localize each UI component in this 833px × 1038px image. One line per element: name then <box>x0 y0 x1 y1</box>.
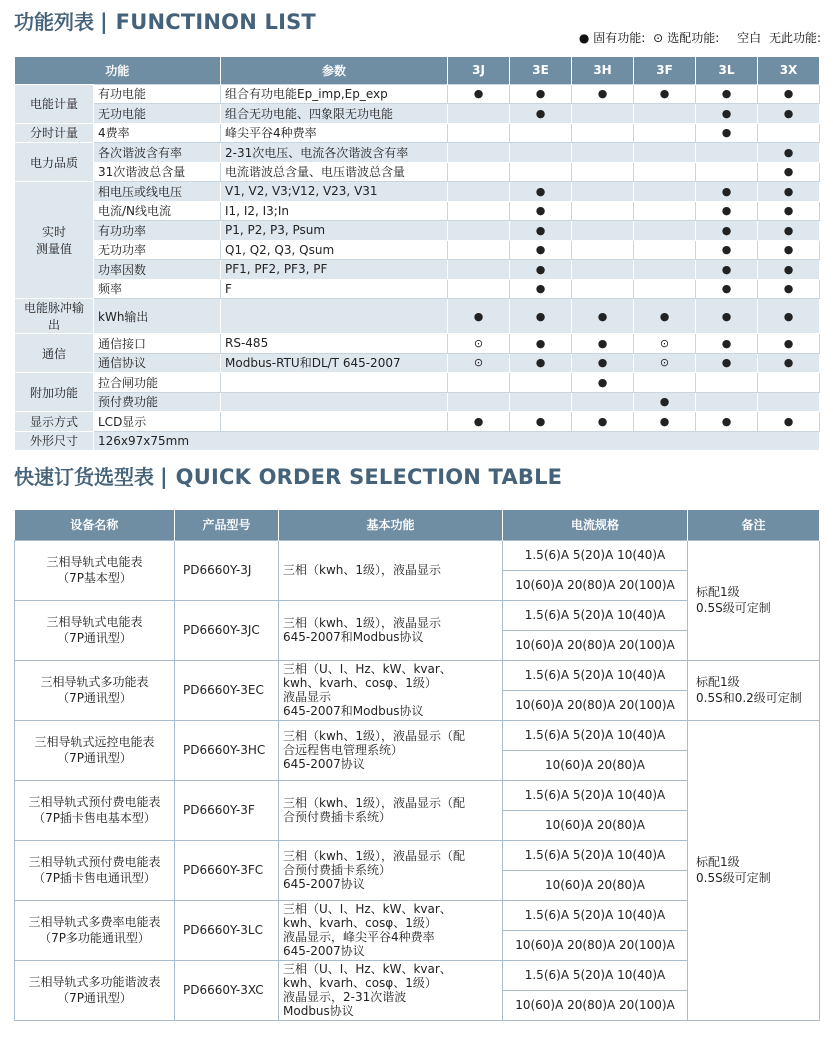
current-spec-cell: 1.5(6)A 5(20)A 10(40)A <box>503 840 688 870</box>
blank-mark <box>572 221 634 241</box>
standard-mark: ● <box>572 373 634 393</box>
size-value-cell: 126x97x75mm <box>94 431 820 451</box>
standard-mark: ● <box>634 392 696 412</box>
param-cell <box>221 299 448 334</box>
blank-mark <box>510 123 572 143</box>
current-spec-cell: 1.5(6)A 5(20)A 10(40)A <box>503 600 688 630</box>
standard-mark: ● <box>696 334 758 354</box>
basic-function-cell: 三相（kwh、1级），液晶显示（配 合预付费插卡系统） 645-2007协议 <box>279 840 503 900</box>
param-cell <box>221 412 448 432</box>
blank-mark <box>448 392 510 412</box>
blank-mark <box>448 373 510 393</box>
blank-mark <box>572 279 634 299</box>
standard-mark: ● <box>696 84 758 104</box>
function-row <box>15 221 820 241</box>
param-cell: I1, I2, I3;In <box>221 201 448 221</box>
current-spec-cell: 1.5(6)A 5(20)A 10(40)A <box>503 900 688 930</box>
model-cell: PD6660Y-3EC <box>175 660 279 720</box>
param-cell <box>221 373 448 393</box>
param-cell: RS-485 <box>221 334 448 354</box>
param-cell: 电流谐波总含量、电压谐波总含量 <box>221 162 448 182</box>
param-cell: 组合有功电能Ep_imp,Ep_exp <box>221 84 448 104</box>
function-list-table <box>14 57 820 451</box>
section-title-quick-order <box>14 461 562 490</box>
blank-mark <box>448 240 510 260</box>
model-cell: PD6660Y-3F <box>175 780 279 840</box>
order-row <box>15 660 820 690</box>
blank-mark <box>510 162 572 182</box>
order-row <box>15 720 820 750</box>
blank-mark <box>634 143 696 163</box>
size-row <box>15 431 820 451</box>
blank-mark <box>634 162 696 182</box>
blank-mark <box>634 123 696 143</box>
standard-mark: ● <box>696 240 758 260</box>
function-cell: 拉合闸功能 <box>94 373 221 393</box>
section-title-separator: | <box>100 10 108 34</box>
standard-mark: ● <box>510 240 572 260</box>
standard-mark: ● <box>696 123 758 143</box>
blank-mark <box>572 201 634 221</box>
standard-mark: ● <box>510 334 572 354</box>
standard-mark: ● <box>696 279 758 299</box>
function-row <box>15 143 820 163</box>
function-row <box>15 392 820 412</box>
function-row <box>15 353 820 373</box>
device-name-cell: 三相导轨式多功能谐波表 （7P通讯型） <box>15 960 175 1020</box>
current-spec-cell: 10(60)A 20(80)A 20(100)A <box>503 990 688 1020</box>
blank-mark <box>634 221 696 241</box>
basic-function-cell: 三相（kwh、1级），液晶显示 <box>279 540 503 600</box>
function-cell: kWh输出 <box>94 299 221 334</box>
function-row <box>15 182 820 202</box>
blank-mark <box>634 182 696 202</box>
optional-mark: ⊙ <box>448 334 510 354</box>
function-row <box>15 279 820 299</box>
function-row <box>15 412 820 432</box>
current-spec-cell: 10(60)A 20(80)A 20(100)A <box>503 930 688 960</box>
model-cell: PD6660Y-3JC <box>175 600 279 660</box>
function-cell: 功率因数 <box>94 260 221 280</box>
category-cell: 显示方式 <box>15 412 94 432</box>
optional-label: 选配功能: <box>667 31 720 45</box>
standard-symbol: ● <box>578 31 590 45</box>
standard-mark: ● <box>758 240 820 260</box>
optional-symbol: ⊙ <box>653 31 664 45</box>
standard-mark: ● <box>758 104 820 124</box>
blank-mark <box>634 201 696 221</box>
standard-mark: ● <box>572 84 634 104</box>
basic-function-cell: 三相（U、I、Hz、kW、kvar、 kwh、kvarh、cosφ、1级） 液晶显示，峰尖平谷4种费率 645-2007协议 <box>279 900 503 960</box>
function-cell: 有功电能 <box>94 84 221 104</box>
section-title-en: QUICK ORDER SELECTION TABLE <box>175 465 563 489</box>
standard-mark: ● <box>510 299 572 334</box>
standard-mark: ● <box>572 299 634 334</box>
standard-mark: ● <box>510 279 572 299</box>
current-spec-cell: 10(60)A 20(80)A 20(100)A <box>503 690 688 720</box>
current-spec-cell: 10(60)A 20(80)A <box>503 810 688 840</box>
header-3h: 3H <box>572 57 634 84</box>
model-cell: PD6660Y-3LC <box>175 900 279 960</box>
standard-mark: ● <box>758 299 820 334</box>
standard-mark: ● <box>634 412 696 432</box>
blank-mark <box>572 162 634 182</box>
standard-mark: ● <box>758 143 820 163</box>
standard-mark: ● <box>510 201 572 221</box>
blank-label: 空白 <box>737 31 762 45</box>
blank-mark <box>448 143 510 163</box>
function-row <box>15 240 820 260</box>
standard-mark: ● <box>510 353 572 373</box>
current-spec-cell: 1.5(6)A 5(20)A 10(40)A <box>503 960 688 990</box>
none-label: 无此功能: <box>768 31 821 45</box>
standard-mark: ● <box>696 353 758 373</box>
param-cell: F <box>221 279 448 299</box>
blank-mark <box>696 373 758 393</box>
header-function: 功能 <box>15 57 221 84</box>
standard-mark: ● <box>510 104 572 124</box>
header-param: 参数 <box>221 57 448 84</box>
standard-mark: ● <box>758 201 820 221</box>
device-name-cell: 三相导轨式电能表 （7P基本型） <box>15 540 175 600</box>
blank-mark <box>634 104 696 124</box>
standard-mark: ● <box>758 279 820 299</box>
header-3x: 3X <box>758 57 820 84</box>
basic-function-cell: 三相（U、I、Hz、kW、kvar、 kwh、kvarh、cosφ、1级） 液晶显示 645-2007和Modbus协议 <box>279 660 503 720</box>
function-cell: 电流/N线电流 <box>94 201 221 221</box>
function-cell: LCD显示 <box>94 412 221 432</box>
current-spec-cell: 10(60)A 20(80)A <box>503 870 688 900</box>
optional-mark: ⊙ <box>634 334 696 354</box>
section-title-function-list <box>14 6 316 35</box>
blank-mark <box>572 104 634 124</box>
header-device-name: 设备名称 <box>15 510 175 540</box>
blank-mark <box>448 104 510 124</box>
standard-mark: ● <box>758 260 820 280</box>
blank-mark <box>448 279 510 299</box>
function-cell: 通信协议 <box>94 353 221 373</box>
blank-mark <box>572 123 634 143</box>
current-spec-cell: 1.5(6)A 5(20)A 10(40)A <box>503 720 688 750</box>
function-cell: 有功功率 <box>94 221 221 241</box>
category-cell: 通信 <box>15 334 94 373</box>
quick-order-table <box>14 510 820 1021</box>
function-cell: 4费率 <box>94 123 221 143</box>
blank-mark <box>510 392 572 412</box>
legend <box>575 29 821 46</box>
blank-mark <box>572 240 634 260</box>
model-cell: PD6660Y-3XC <box>175 960 279 1020</box>
category-cell: 电力品质 <box>15 143 94 182</box>
standard-mark: ● <box>510 260 572 280</box>
standard-mark: ● <box>510 221 572 241</box>
blank-mark <box>758 392 820 412</box>
blank-mark <box>510 143 572 163</box>
basic-function-cell: 三相（kwh、1级），液晶显示（配 合远程售电管理系统） 645-2007协议 <box>279 720 503 780</box>
standard-mark: ● <box>696 221 758 241</box>
standard-mark: ● <box>696 201 758 221</box>
header-3e: 3E <box>510 57 572 84</box>
param-cell: P1, P2, P3, Psum <box>221 221 448 241</box>
header-remarks: 备注 <box>688 510 820 540</box>
standard-mark: ● <box>758 182 820 202</box>
basic-function-cell: 三相（kwh、1级），液晶显示 645-2007和Modbus协议 <box>279 600 503 660</box>
blank-mark <box>448 182 510 202</box>
function-cell: 无功功率 <box>94 240 221 260</box>
current-spec-cell: 1.5(6)A 5(20)A 10(40)A <box>503 660 688 690</box>
param-cell: PF1, PF2, PF3, PF <box>221 260 448 280</box>
function-row <box>15 162 820 182</box>
blank-mark <box>696 143 758 163</box>
blank-mark <box>572 392 634 412</box>
blank-mark <box>572 143 634 163</box>
blank-mark <box>758 373 820 393</box>
standard-mark: ● <box>634 84 696 104</box>
current-spec-cell: 10(60)A 20(80)A 20(100)A <box>503 630 688 660</box>
header-basic-function: 基本功能 <box>279 510 503 540</box>
standard-mark: ● <box>448 84 510 104</box>
standard-mark: ● <box>758 412 820 432</box>
function-table-header <box>15 57 820 84</box>
function-row <box>15 84 820 104</box>
standard-mark: ● <box>510 412 572 432</box>
function-row <box>15 299 820 334</box>
category-cell: 附加功能 <box>15 373 94 412</box>
function-table-body <box>15 84 820 451</box>
current-spec-cell: 1.5(6)A 5(20)A 10(40)A <box>503 780 688 810</box>
order-table-body <box>15 540 820 1020</box>
standard-mark: ● <box>448 412 510 432</box>
standard-mark: ● <box>758 353 820 373</box>
standard-mark: ● <box>572 412 634 432</box>
section-title-en: FUNCTINON LIST <box>115 10 316 34</box>
device-name-cell: 三相导轨式预付费电能表 （7P插卡售电通讯型） <box>15 840 175 900</box>
header-3l: 3L <box>696 57 758 84</box>
category-cell: 电能脉冲输出 <box>15 299 94 334</box>
param-cell: V1, V2, V3;V12, V23, V31 <box>221 182 448 202</box>
order-row <box>15 540 820 570</box>
function-cell: 31次谐波总含量 <box>94 162 221 182</box>
blank-mark <box>696 392 758 412</box>
remarks-cell: 标配1级 0.5S级可定制 <box>688 720 820 1020</box>
blank-mark <box>634 260 696 280</box>
model-cell: PD6660Y-3HC <box>175 720 279 780</box>
remarks-cell: 标配1级 0.5S级可定制 <box>688 540 820 660</box>
function-cell: 预付费功能 <box>94 392 221 412</box>
standard-mark: ● <box>696 104 758 124</box>
standard-mark: ● <box>572 334 634 354</box>
blank-mark <box>634 279 696 299</box>
function-cell: 无功电能 <box>94 104 221 124</box>
blank-mark <box>448 260 510 280</box>
header-model: 产品型号 <box>175 510 279 540</box>
standard-mark: ● <box>510 84 572 104</box>
device-name-cell: 三相导轨式多功能表 （7P通讯型） <box>15 660 175 720</box>
model-cell: PD6660Y-3FC <box>175 840 279 900</box>
function-cell: 频率 <box>94 279 221 299</box>
param-cell: 峰尖平谷4种费率 <box>221 123 448 143</box>
function-cell: 通信接口 <box>94 334 221 354</box>
section-title-cn: 快速订货选型表 <box>14 465 154 489</box>
function-row <box>15 373 820 393</box>
model-cell: PD6660Y-3J <box>175 540 279 600</box>
section-title-separator: | <box>160 465 168 489</box>
blank-mark <box>572 260 634 280</box>
param-cell: 组合无功电能、四象限无功电能 <box>221 104 448 124</box>
function-cell: 相电压或线电压 <box>94 182 221 202</box>
standard-mark: ● <box>448 299 510 334</box>
device-name-cell: 三相导轨式预付费电能表 （7P插卡售电基本型） <box>15 780 175 840</box>
device-name-cell: 三相导轨式多费率电能表 （7P多功能通讯型） <box>15 900 175 960</box>
standard-mark: ● <box>696 412 758 432</box>
blank-mark <box>758 123 820 143</box>
standard-mark: ● <box>510 182 572 202</box>
standard-mark: ● <box>758 84 820 104</box>
blank-mark <box>448 201 510 221</box>
param-cell: 2-31次电压、电流各次谐波含有率 <box>221 143 448 163</box>
standard-mark: ● <box>758 162 820 182</box>
optional-mark: ⊙ <box>634 353 696 373</box>
function-row <box>15 123 820 143</box>
standard-mark: ● <box>696 260 758 280</box>
header-current-spec: 电流规格 <box>503 510 688 540</box>
function-row <box>15 201 820 221</box>
standard-label: 固有功能: <box>593 31 646 45</box>
param-cell: Modbus-RTU和DL/T 645-2007 <box>221 353 448 373</box>
header-3j: 3J <box>448 57 510 84</box>
device-name-cell: 三相导轨式远控电能表 （7P通讯型） <box>15 720 175 780</box>
section-title-cn: 功能列表 <box>14 10 94 34</box>
function-row <box>15 260 820 280</box>
blank-mark <box>696 162 758 182</box>
blank-mark <box>448 162 510 182</box>
basic-function-cell: 三相（kwh、1级），液晶显示（配 合预付费插卡系统） <box>279 780 503 840</box>
blank-mark <box>448 123 510 143</box>
blank-mark <box>510 373 572 393</box>
blank-mark <box>634 240 696 260</box>
blank-mark <box>634 373 696 393</box>
function-row <box>15 104 820 124</box>
current-spec-cell: 10(60)A 20(80)A <box>503 750 688 780</box>
standard-mark: ● <box>696 299 758 334</box>
param-cell: Q1, Q2, Q3, Qsum <box>221 240 448 260</box>
standard-mark: ● <box>572 353 634 373</box>
remarks-cell: 标配1级 0.5S和0.2级可定制 <box>688 660 820 720</box>
standard-mark: ● <box>758 334 820 354</box>
function-cell: 各次谐波含有率 <box>94 143 221 163</box>
param-cell <box>221 392 448 412</box>
category-cell: 电能计量 <box>15 84 94 123</box>
optional-mark: ⊙ <box>448 353 510 373</box>
order-table-header <box>15 510 820 540</box>
standard-mark: ● <box>634 299 696 334</box>
category-cell: 分时计量 <box>15 123 94 143</box>
standard-mark: ● <box>696 182 758 202</box>
current-spec-cell: 1.5(6)A 5(20)A 10(40)A <box>503 540 688 570</box>
current-spec-cell: 10(60)A 20(80)A 20(100)A <box>503 570 688 600</box>
basic-function-cell: 三相（U、I、Hz、kW、kvar、 kwh、kvarh、cosφ、1级） 液晶显示，2-31次谐波 Modbus协议 <box>279 960 503 1020</box>
standard-mark: ● <box>758 221 820 241</box>
header-3f: 3F <box>634 57 696 84</box>
function-row <box>15 334 820 354</box>
device-name-cell: 三相导轨式电能表 （7P通讯型） <box>15 600 175 660</box>
size-label-cell: 外形尺寸 <box>15 431 94 451</box>
blank-mark <box>448 221 510 241</box>
category-cell: 实时 测量值 <box>15 182 94 299</box>
blank-mark <box>572 182 634 202</box>
